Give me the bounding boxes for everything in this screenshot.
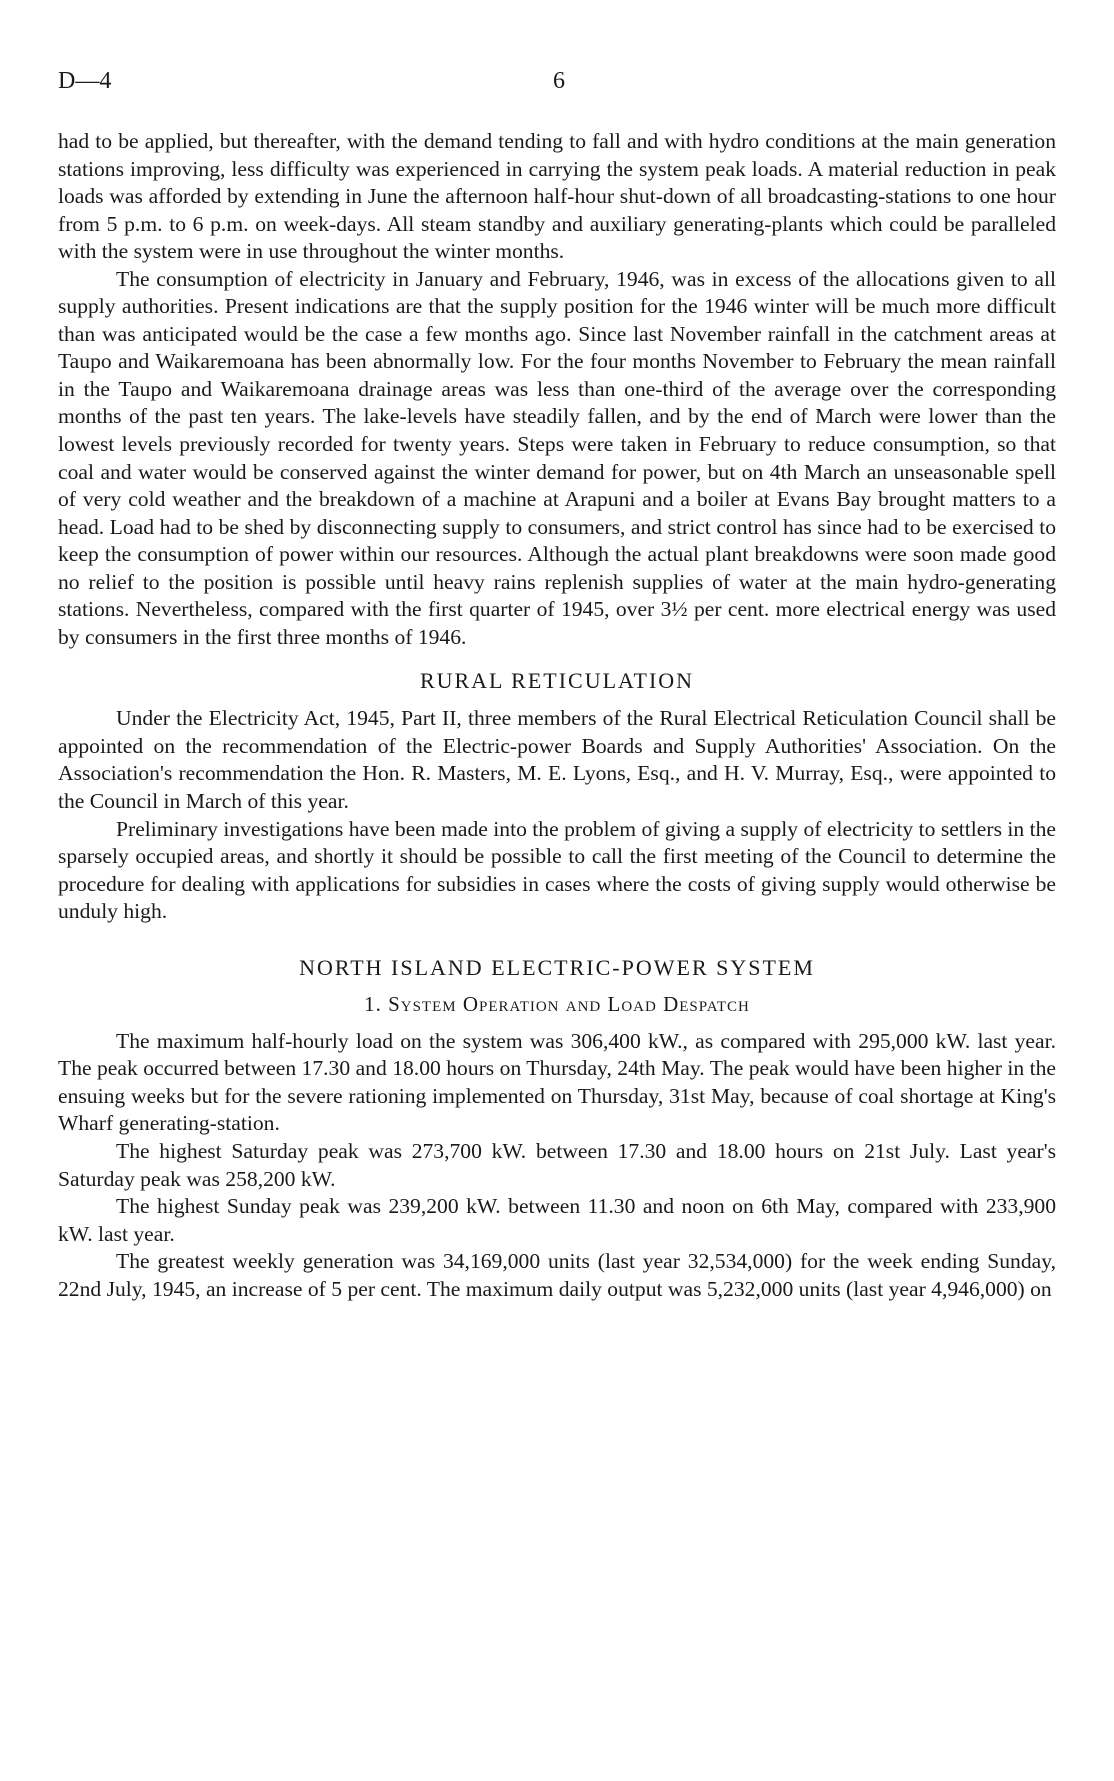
text-column [58,128,1056,1303]
page-number: 6 [553,68,565,94]
body-paragraph: The greatest weekly generation was 34,169,000 units (last year 32,534,000) for the week ending Sunday, 22nd July, 1945, an increase of 5 per cent. The maximum daily output was 5,232,000 units (last year 4,946,000) on [58,1249,1056,1301]
document-reference: D—4 [58,68,112,94]
body-paragraph: The highest Sunday peak was 239,200 kW. between 11.30 and noon on 6th May, compared with 233,900 kW. last year. [58,1194,1056,1246]
body-paragraph: Preliminary investigations have been made into the problem of giving a supply of electricity to settlers in the sparsely occupied areas, and shortly it should be possible to call the first meeting of the Council to determine the procedure for dealing with applications for subsidies in cases where the costs of giving supply would otherwise be unduly high. [58,816,1056,924]
section-heading-north-island-system: NORTH ISLAND ELECTRIC-POWER SYSTEM [299,954,815,980]
section-heading-rural-reticulation: RURAL RETICULATION [419,668,695,694]
running-header [58,68,1060,98]
body-paragraph: The maximum half-hourly load on the system was 306,400 kW., as compared with 295,000 kW. last year. The peak occurred between 17.30 and 18.00 hours on Thursday, 24th May. The peak would have been higher in the ensuing weeks but for the severe rationing implemented on Thursday, 31st May, because of coal shortage at King's Wharf generating-station. [58,1028,1056,1136]
body-paragraph: The consumption of electricity in January and February, 1946, was in excess of the allocations given to all supply authorities. Present indications are that the supply position for the 1946 winter will be much more difficult than was anticipated would be the case a few months ago. Since last November rainfall in the catchment areas at Taupo and Waikaremoana has been abnormally low. For the four months November to February the mean rainfall in the Taupo and Waikaremoana drainage areas was less than one-third of the average over the corresponding months of the past ten years. The lake-levels have steadily fallen, and by the end of March were lower than the lowest levels previously recorded for twenty years. Steps were taken in February to reduce consumption, so that coal and water would be conserved against the winter demand for power, but on 4th March an unseasonable spell of very cold weather and the breakdown of a machine at Arapuni and a boiler at Evans Bay brought matters to a head. Load had to be shed by disconnecting supply to consumers, and strict control has since had to be exercised to keep the consumption of power within our resources. Although the actual plant breakdowns were soon made good no relief to the position is possible until heavy rains replenish supplies of water at the main hydro-generating stations. Nevertheless, compared with the first quarter of 1945, over 3½ per cent. more electrical energy was used by consumers in the first three months of 1946. [58,266,1056,649]
subsection-heading-operation: 1. System Operation and Load Despatch [364,991,750,1016]
body-paragraph: Under the Electricity Act, 1945, Part II, three members of the Rural Electrical Reticulation Council shall be appointed on the recommendation of the Electric-power Boards and Supply Authorities' Association. On the Association's recommendation the Hon. R. Masters, M. E. Lyons, Esq., and H. V. Murray, Esq., were appointed to the Council in March of this year. [58,706,1056,814]
body-paragraph-continued: had to be applied, but thereafter, with the demand tending to fall and with hydro conditions at the main generation stations improving, less difficulty was experienced in carrying the system peak loads. A material reduction in peak loads was afforded by extending in June the afternoon half-hour shut-down of all broadcasting-stations to one hour from 5 p.m. to 6 p.m. on week-days. All steam standby and auxiliary generating-plants which could be paralleled with the system were in use throughout the winter months. [58,129,1056,264]
body-paragraph: The highest Saturday peak was 273,700 kW. between 17.30 and 18.00 hours on 21st July. Last year's Saturday peak was 258,200 kW. [58,1138,1056,1191]
